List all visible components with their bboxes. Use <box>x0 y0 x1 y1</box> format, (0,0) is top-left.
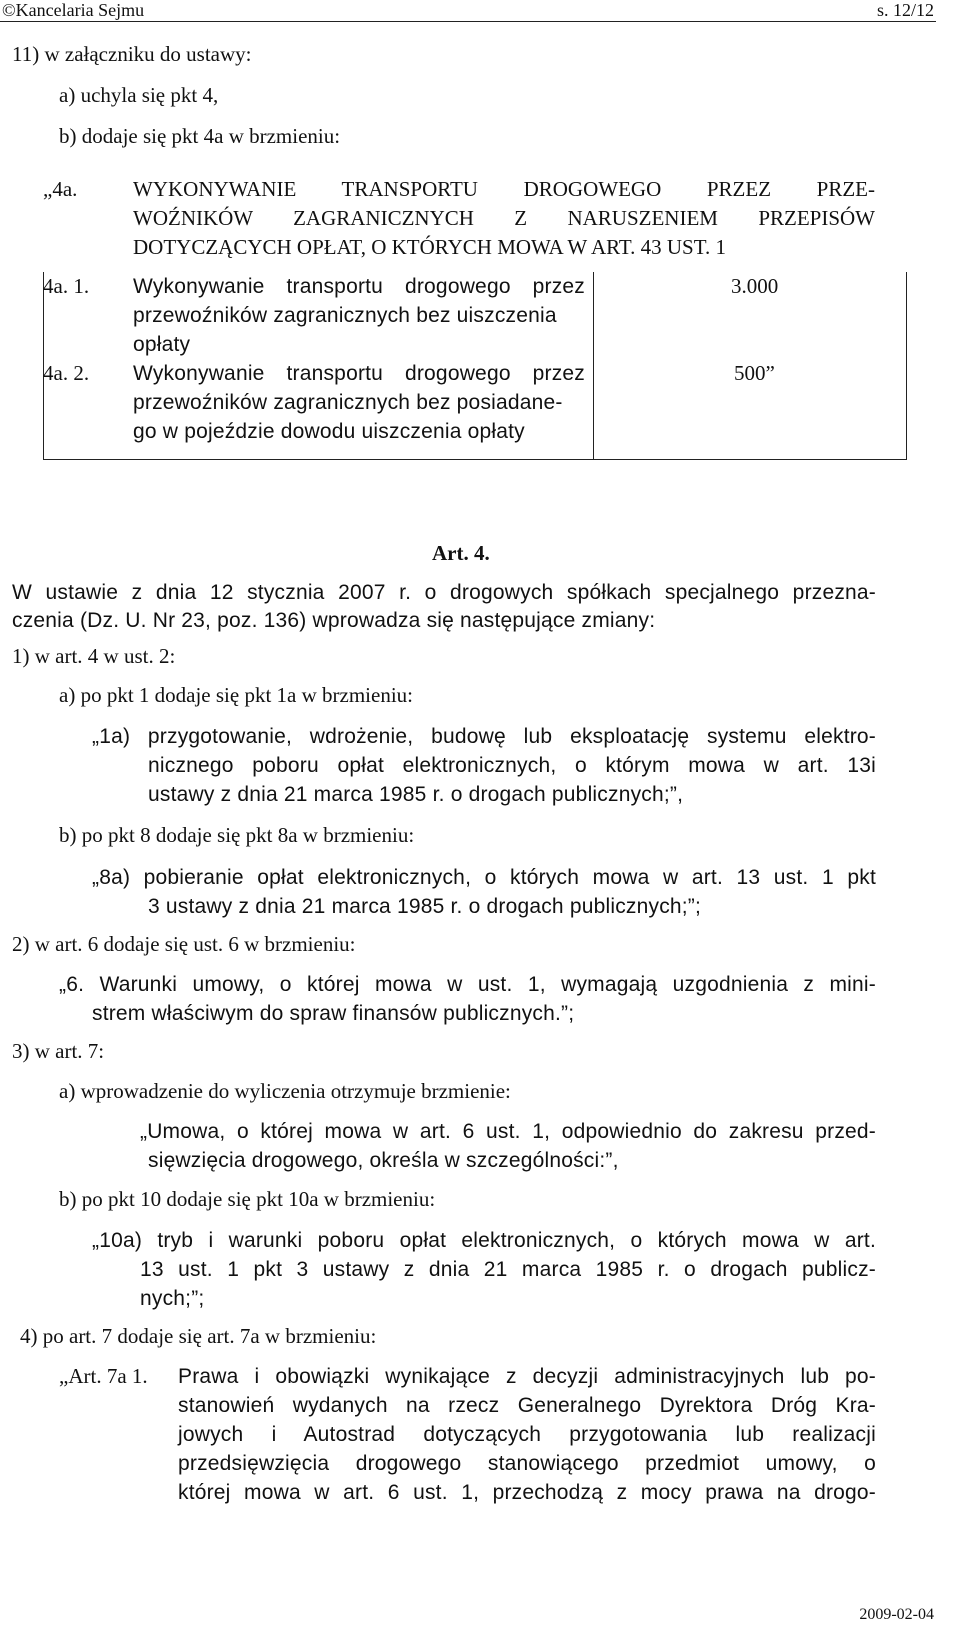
table-row-1-number: 4a. 1. <box>43 274 90 298</box>
point-1: 1) w art. 4 w ust. 2: <box>12 644 176 668</box>
point-1a-text-line: ustawy z dnia 21 marca 1985 r. o drogach publicznych;”, <box>148 783 684 806</box>
article-7a-lead: „Art. 7a 1. <box>59 1364 148 1388</box>
article-7a-text-line: przedsięwzięcia drogowego stanowiącego przedmiot umowy, o <box>178 1452 876 1475</box>
article-7a-text-line: której mowa w art. 6 ust. 1, przechodzą z mocy prawa na drogo- <box>178 1481 876 1504</box>
header-divider <box>0 21 936 22</box>
point-2-text-line: strem właściwym do spraw finansów publicznych.”; <box>92 1002 575 1025</box>
point-3b-text-line: 13 ust. 1 pkt 3 ustawy z dnia 21 marca 1985 r. o drogach publicz- <box>140 1258 876 1281</box>
point-1a-text-line: nicznego poboru opłat elektronicznych, o którym mowa w art. 13i <box>148 754 876 777</box>
article-4-intro-line: czenia (Dz. U. Nr 23, poz. 136) wprowadza się następujące zmiany: <box>12 609 656 632</box>
article-4-title: Art. 4. <box>432 541 490 565</box>
point-1b: b) po pkt 8 dodaje się pkt 8a w brzmieniu: <box>59 823 415 847</box>
table-row-1-desc: przewoźników zagranicznych bez uiszczenia <box>133 304 557 327</box>
point-2-text-line: „6. Warunki umowy, o której mowa w ust. 1, wymagają uzgodnienia z mini- <box>59 973 876 996</box>
point-11b: b) dodaje się pkt 4a w brzmieniu: <box>59 124 341 148</box>
point-11a: a) uchyla się pkt 4, <box>59 83 219 107</box>
point-3a-text-line: „Umowa, o której mowa w art. 6 ust. 1, odpowiednio do zakresu przed- <box>140 1120 876 1143</box>
point-4: 4) po art. 7 dodaje się art. 7a w brzmieniu: <box>20 1324 377 1348</box>
table-head-number: „4a. <box>43 177 78 201</box>
point-3a: a) wprowadzenie do wyliczenia otrzymuje brzmienie: <box>59 1079 511 1103</box>
point-2: 2) w art. 6 dodaje się ust. 6 w brzmieniu: <box>12 932 356 956</box>
point-3b-text-line: nych;”; <box>140 1287 205 1310</box>
table-border-right <box>906 272 907 460</box>
header-source: ©Kancelaria Sejmu <box>2 0 145 20</box>
table-column-divider <box>593 272 594 460</box>
point-11: 11) w załączniku do ustawy: <box>12 42 252 66</box>
point-1b-text-line: „8a) pobieranie opłat elektronicznych, o których mowa w art. 13 ust. 1 pkt <box>92 866 876 889</box>
point-3: 3) w art. 7: <box>12 1039 105 1063</box>
header-page-number: s. 12/12 <box>876 0 934 20</box>
point-3a-text-line: sięwzięcia drogowego, określa w szczególności:”, <box>148 1149 619 1172</box>
table-row-2-desc: przewoźników zagranicznych bez posiadane- <box>133 391 563 414</box>
table-row-2-amount: 500” <box>734 361 775 385</box>
table-row-2-desc: go w pojeździe dowodu uiszczenia opłaty <box>133 420 525 443</box>
table-head-title-line: WYKONYWANIE TRANSPORTU DROGOWEGO PRZEZ PRZE- <box>133 177 875 201</box>
point-3b: b) po pkt 10 dodaje się pkt 10a w brzmieniu: <box>59 1187 436 1211</box>
table-row-2-number: 4a. 2. <box>43 361 90 385</box>
table-border-bottom <box>43 459 907 460</box>
article-7a-text-line: Prawa i obowiązki wynikające z decyzji administracyjnych lub po- <box>178 1365 876 1388</box>
table-head-title-line: DOTYCZĄCYCH OPŁAT, O KTÓRYCH MOWA W ART. 43 UST. 1 <box>133 235 726 259</box>
point-1b-text-line: 3 ustawy z dnia 21 marca 1985 r. o drogach publicznych;”; <box>148 895 702 918</box>
point-3b-text-line: „10a) tryb i warunki poboru opłat elektronicznych, o których mowa w art. <box>92 1229 876 1252</box>
point-1a-text-line: „1a) przygotowanie, wdrożenie, budowę lub eksploatację systemu elektro- <box>92 725 876 748</box>
article-4-intro-line: W ustawie z dnia 12 stycznia 2007 r. o drogowych spółkach specjalnego przezna- <box>12 581 876 604</box>
point-1a: a) po pkt 1 dodaje się pkt 1a w brzmieniu: <box>59 683 413 707</box>
footer-date: 2009-02-04 <box>859 1606 934 1623</box>
table-row-1-amount: 3.000 <box>731 274 779 298</box>
table-head-title-line: WOŹNIKÓW ZAGRANICZNYCH Z NARUSZENIEM PRZEPISÓW <box>133 206 875 230</box>
table-row-1-desc: opłaty <box>133 333 191 356</box>
table-row-1-desc: Wykonywanie transportu drogowego przez <box>133 275 585 298</box>
table-row-2-desc: Wykonywanie transportu drogowego przez <box>133 362 585 385</box>
article-7a-text-line: jowych i Autostrad dotyczących przygotowania lub realizacji <box>178 1423 876 1446</box>
article-7a-text-line: stanowień wydanych na rzecz Generalnego Dyrektora Dróg Kra- <box>178 1394 876 1417</box>
